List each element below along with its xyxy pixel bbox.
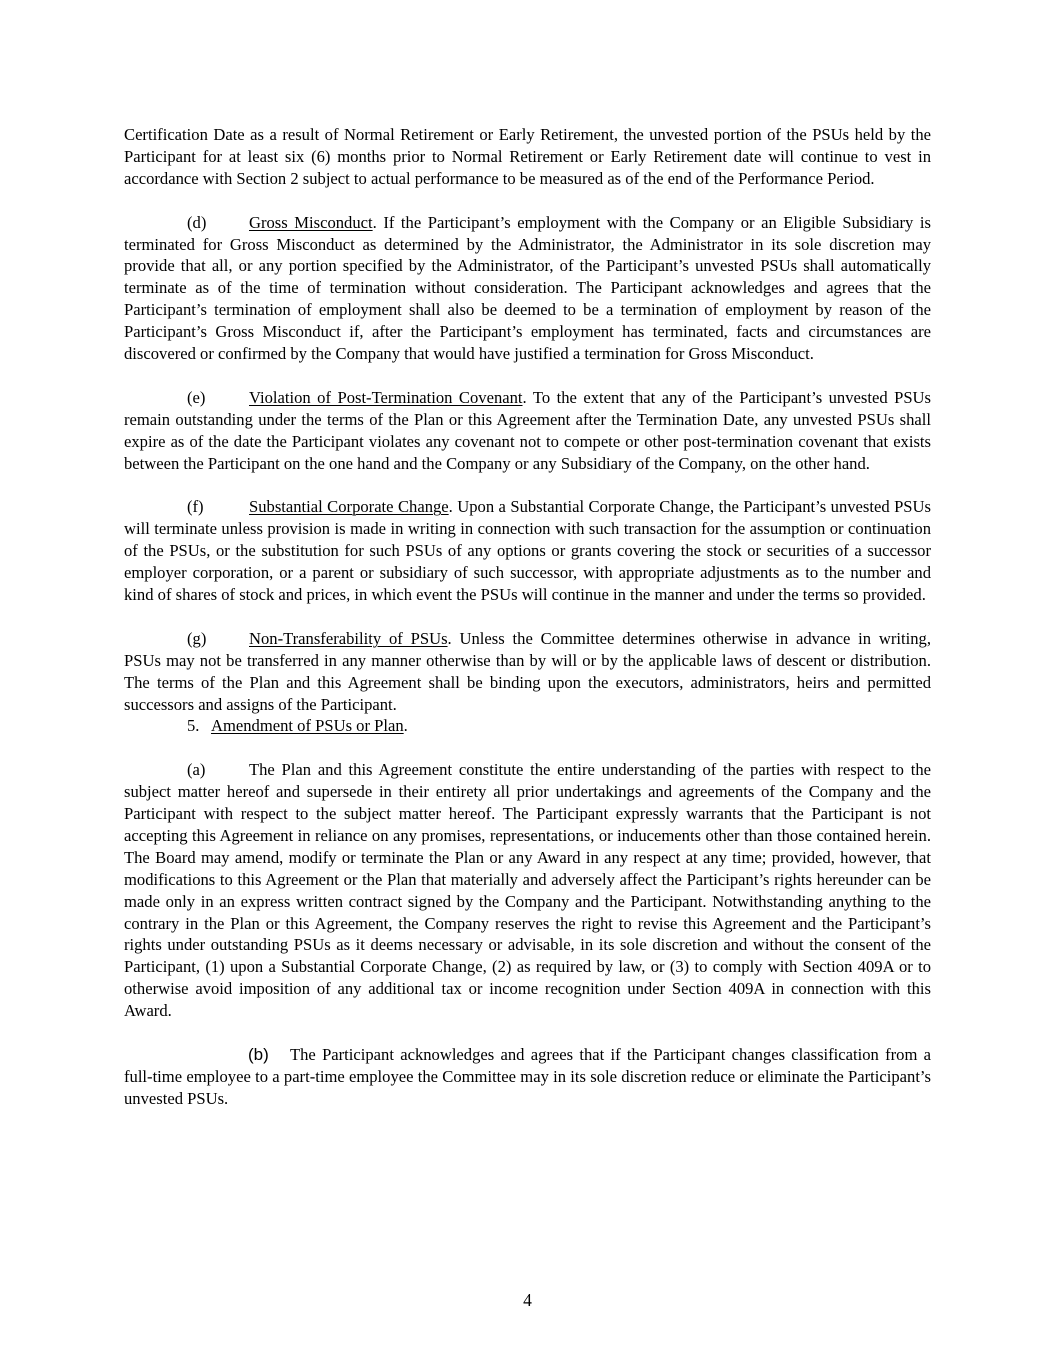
- page-number: 4: [523, 1290, 532, 1310]
- heading-non-transferability: Non-Transferability of PSUs: [249, 628, 448, 648]
- marker-e: (e): [187, 387, 206, 407]
- text-d: . If the Participant’s employment with the Company or an Eligible Subsidiary is terminated for Gross Misconduct as determined by the Administrator, the Administrator in its sole discretion may provide that all, or any portion specified by the Administrator, of the Participant’s unvested PSUs shall automatically terminate as of the time of termination without consideration. The Participant acknowledges and agrees that the Participant’s termination of employment shall also be deemed to be a termination of employment by reason of the Participant’s Gross Misconduct if, after the Participant’s employment has terminated, facts and circumstances are discovered or confirmed by the Company that would have justified a termination for Gross Misconduct.: [124, 212, 931, 364]
- marker-a: (a): [187, 760, 206, 780]
- text-b: The Participant acknowledges and agrees that if the Participant changes classification from a full-time employee to a part-time employee the Committee may in its sole discretion reduce or eliminate the Participant’s unvested PSUs.: [124, 1044, 931, 1108]
- marker-f: (f): [187, 497, 204, 517]
- heading-post-termination-covenant: Violation of Post-Termination Covenant: [249, 387, 523, 407]
- text-a: The Plan and this Agreement constitute the entire understanding of the parties with respect to the subject matter hereof and supersede in their entirety all prior undertakings and agreements of the Company and the Participant with respect to the subject matter hereof. The Participant expressly warrants that the Participant is not accepting this Agreement in reliance on any promises, representations, or inducements other than those contained herein. The Board may amend, modify or terminate the Plan or any Award in any respect at any time; provided, however, that modifications to this Agreement or the Plan that materially and adversely affect the Participant’s rights hereunder can be made only in an express written contract signed by the Company and the Participant. Notwithstanding anything to the contrary in the Plan or this Agreement, the Company reserves the right to revise this Agreement and the Participant’s rights under outstanding PSUs as it deems necessary or advisable, in its sole discretion and without the consent of the Participant, (1) upon a Substantial Corporate Change, (2) as required by law, or (3) to comply with Section 409A or to otherwise avoid imposition of any additional tax or income recognition under Section 409A in connection with this Award.: [124, 760, 931, 1021]
- document-page: [124, 124, 931, 1110]
- paragraph-g: [124, 628, 931, 716]
- paragraph-a: [124, 759, 931, 1022]
- heading-gross-misconduct: Gross Misconduct: [249, 212, 373, 232]
- text-g: . Unless the Committee determines otherwise in advance in writing, PSUs may not be transferred in any manner otherwise than by will or by the applicable laws of descent or distribution. The terms of the Plan and this Agreement shall be binding upon the executors, administrators, heirs and permitted successors and assigns of the Participant.: [124, 628, 931, 714]
- intro-paragraph: Certification Date as a result of Normal Retirement or Early Retirement, the unvested portion of the PSUs held by the Participant for at least six (6) months prior to Normal Retirement or Early Retirement date will continue to vest in accordance with Section 2 subject to actual performance to be measured as of the end of the Performance Period.: [124, 125, 931, 188]
- section-5-number: 5.: [187, 716, 200, 736]
- paragraph-d: [124, 212, 931, 365]
- text-e: . To the extent that any of the Participant’s unvested PSUs remain outstanding under the terms of the Plan or this Agreement after the Termination Date, any unvested PSUs shall expire as of the date the Participant violates any covenant not to compete or other post-termination covenant that exists between the Participant on the one hand and the Company or any Subsidiary of the Company, on the other hand.: [124, 387, 931, 473]
- marker-b: (b): [248, 1044, 269, 1064]
- marker-g: (g): [187, 628, 207, 648]
- marker-d: (d): [187, 212, 207, 232]
- section-5-heading: [124, 715, 931, 737]
- paragraph-e: [124, 387, 931, 475]
- paragraph-b: [124, 1044, 931, 1110]
- paragraph-f: [124, 496, 931, 606]
- section-5-trail: .: [403, 716, 408, 736]
- heading-substantial-corporate-change: Substantial Corporate Change: [249, 497, 449, 517]
- section-5-title: Amendment of PSUs or Plan: [210, 716, 404, 736]
- text-f: . Upon a Substantial Corporate Change, the Participant’s unvested PSUs will terminate unless provision is made in writing in connection with such transaction for the assumption or continuation of the PSUs, or the substitution for such PSUs of any options or grants covering the stock or securities of a successor employer corporation, or a parent or subsidiary of such successor, with appropriate adjustments as to the number and kind of shares of stock and prices, in which event the PSUs will continue in the manner and under the terms so provided.: [124, 497, 931, 604]
